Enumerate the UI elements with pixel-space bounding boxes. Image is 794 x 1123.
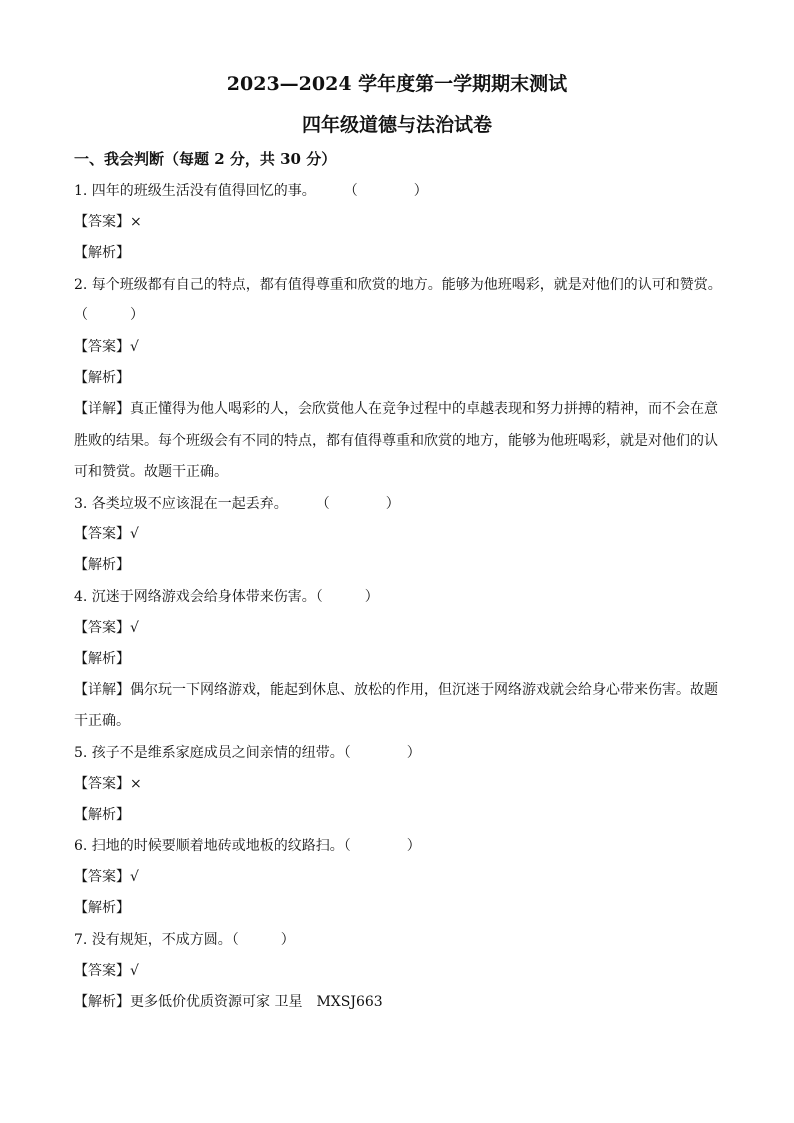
detail-4-line-2: 干正确。 xyxy=(74,713,130,729)
analysis-4: 【解析】 xyxy=(74,651,130,667)
answer-1: 【答案】× xyxy=(74,214,142,230)
analysis-2: 【解析】 xyxy=(74,370,130,386)
detail-2-line-1: 【详解】真正懂得为他人喝彩的人，会欣赏他人在竞争过程中的卓越表现和努力拼搏的精神，而不会在意 xyxy=(74,401,718,417)
exam-title: 2023—2024 学年度第一学期期末测试 xyxy=(226,73,568,95)
exam-subtitle: 四年级道德与法治试卷 xyxy=(301,114,492,136)
answer-3: 【答案】√ xyxy=(74,526,139,542)
analysis-1: 【解析】 xyxy=(74,245,130,261)
question-5: 5. 孩子不是维系家庭成员之间亲情的纽带。（ ） xyxy=(74,745,421,761)
question-3: 3. 各类垃圾不应该混在一起丢弃。 （ ） xyxy=(74,496,400,512)
detail-4-line-1: 【详解】偶尔玩一下网络游戏，能起到休息、放松的作用，但沉迷于网络游戏就会给身心带来伤害。故题 xyxy=(74,682,718,698)
answer-4: 【答案】√ xyxy=(74,620,139,636)
answer-6: 【答案】√ xyxy=(74,869,139,885)
question-6: 6. 扫地的时候要顺着地砖或地板的纹路扫。（ ） xyxy=(74,838,421,854)
answer-2: 【答案】√ xyxy=(74,339,139,355)
answer-5: 【答案】× xyxy=(74,776,142,792)
question-2: 2. 每个班级都有自己的特点，都有值得尊重和欣赏的地方。能够为他班喝彩，就是对他们的认可和赞赏。 xyxy=(74,277,722,293)
question-4: 4. 沉迷于网络游戏会给身体带来伤害。（ ） xyxy=(74,589,379,605)
detail-2-line-3: 可和赞赏。故题干正确。 xyxy=(74,464,228,480)
section-heading: 一、我会判断（每题 2 分，共 30 分） xyxy=(74,150,337,168)
detail-2-line-2: 胜败的结果。每个班级会有不同的特点，都有值得尊重和欣赏的地方，能够为他班喝彩，就是对他们的认 xyxy=(74,433,718,449)
analysis-3: 【解析】 xyxy=(74,557,130,573)
question-2-paren: （ ） xyxy=(74,307,144,323)
analysis-6: 【解析】 xyxy=(74,900,130,916)
analysis-7: 【解析】更多低价优质资源可家 卫星 MXSJ663 xyxy=(74,994,383,1010)
question-1: 1. 四年的班级生活没有值得回忆的事。 （ ） xyxy=(74,183,428,199)
question-7: 7. 没有规矩，不成方圆。（ ） xyxy=(74,932,295,948)
analysis-5: 【解析】 xyxy=(74,807,130,823)
answer-7: 【答案】√ xyxy=(74,963,139,979)
